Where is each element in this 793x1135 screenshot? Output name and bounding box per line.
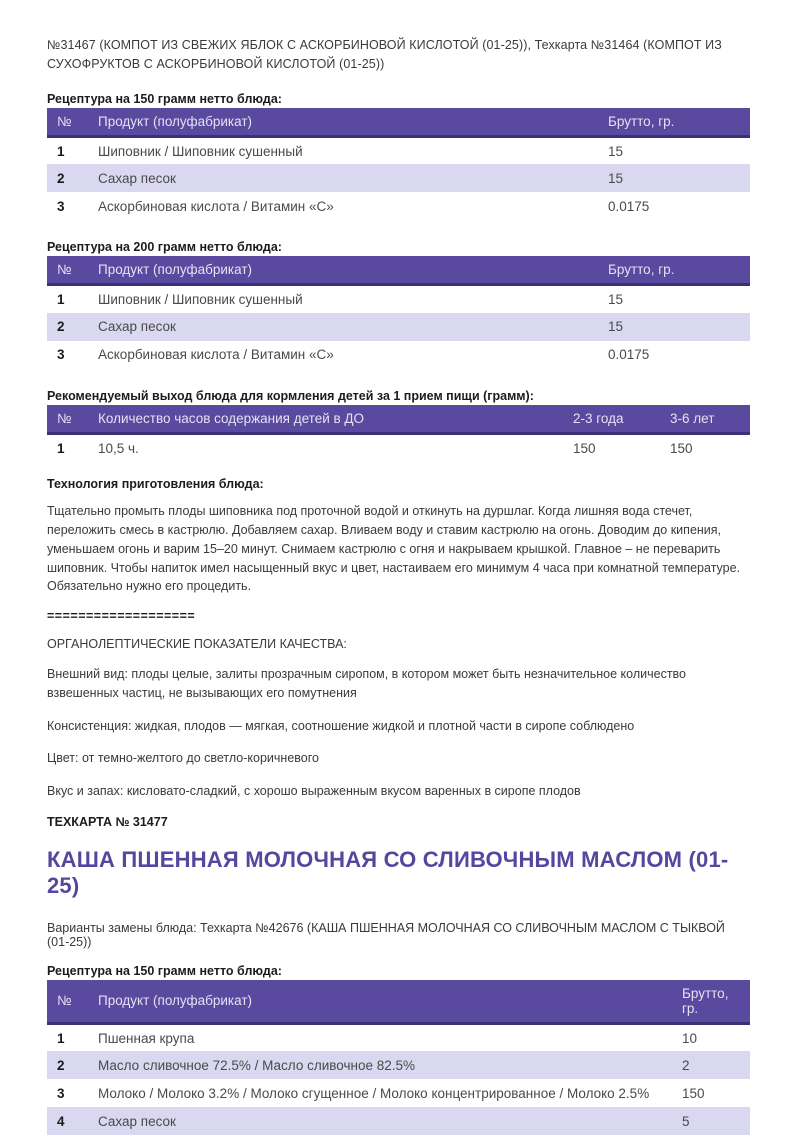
col-header-num: № (47, 405, 88, 434)
cell-num: 1 (57, 292, 65, 307)
col-header-brutto: Брутто, гр. (598, 108, 750, 137)
techcard-number-label: ТЕХКАРТА № 31477 (47, 814, 168, 829)
quality-section (47, 637, 750, 801)
recipe-150-table (47, 108, 750, 221)
technology-text: Тщательно промыть плоды шиповника под проточной водой и откинуть на дуршлаг. Когда лишняя вода стечет, переложить смесь в кастрюлю. Добавляем сахар. Вливаем воду и ставим кастрюлю на огонь. Доводим до кипения, уменьшаем огонь и варим 15–20 минут. Снимаем кастрюлю с огня и накрываем крышкой. Главное – не переварить шиповник. Чтобы напиток имел насыщенный вкус и цвет, настаиваем его минимум 4 часа при комнатной температуре. Обязательно нужно его процедить. (47, 504, 741, 594)
col-header-num: № (47, 980, 88, 1024)
cell-brutto: 0.0175 (608, 198, 650, 214)
cell-brutto: 5 (672, 1107, 750, 1135)
table-row (47, 1051, 750, 1079)
cell-product: Шиповник / Шиповник сушенный (98, 292, 303, 307)
kasha-recipe-caption: Рецептура на 150 грамм нетто блюда: (47, 963, 282, 978)
cell-num: 3 (57, 198, 65, 214)
cell-num: 4 (47, 1107, 88, 1135)
table-row (47, 1079, 750, 1107)
cell-num: 2 (47, 164, 88, 192)
cell-brutto: 2 (672, 1051, 750, 1079)
recipe-150-caption: Рецептура на 150 грамм нетто блюда: (47, 91, 282, 106)
cell-product: Сахар песок (88, 313, 598, 341)
col-header-product: Продукт (полуфабрикат) (88, 108, 598, 137)
kasha-recipe-table (47, 980, 750, 1135)
recipe-200-caption: Рецептура на 200 грамм нетто блюда: (47, 240, 282, 255)
table-header-row (47, 256, 750, 285)
recipe-200-table (47, 256, 750, 369)
col-header-brutto: Брутто, гр. (598, 256, 750, 285)
cell-product: Сахар песок (88, 164, 598, 192)
table-header-row (47, 108, 750, 137)
quality-taste: Вкус и запах: кисловато-сладкий, с хорошо выраженным вкусом варенных в сиропе плодов (47, 784, 581, 798)
col-header-brutto: Брутто, гр. (672, 980, 750, 1024)
table-row (47, 192, 750, 220)
col-header-age-2-3: 2-3 года (563, 405, 660, 434)
quality-consistency: Консистенция: жидкая, плодов — мягкая, соотношение жидкой и плотной части в сиропе соблюдено (47, 718, 635, 733)
cell-hours: 10,5 ч. (98, 440, 139, 456)
table-row (47, 285, 750, 313)
cell-brutto: 10 (682, 1030, 698, 1046)
cell-brutto: 150 (682, 1085, 705, 1101)
cell-brutto: 15 (598, 164, 750, 192)
cell-num: 2 (47, 313, 88, 341)
col-header-product: Продукт (полуфабрикат) (88, 256, 598, 285)
section-separator: =================== (47, 609, 196, 623)
cell-age-2-3: 150 (573, 440, 596, 456)
cell-product: Пшенная крупа (98, 1030, 195, 1046)
table-header-row (47, 405, 750, 434)
col-header-product: Продукт (полуфабрикат) (88, 980, 672, 1024)
col-header-num: № (47, 256, 88, 285)
col-header-age-3-6: 3-6 лет (660, 405, 750, 434)
table-row (47, 313, 750, 341)
cell-product: Сахар песок (88, 1107, 672, 1135)
quality-color: Цвет: от темно-желтого до светло-коричневого (47, 751, 319, 766)
cell-brutto: 15 (608, 143, 624, 159)
table-row (47, 1023, 750, 1051)
portions-caption: Рекомендуемый выход блюда для кормления детей за 1 прием пищи (грамм): (47, 388, 534, 403)
cell-num: 2 (47, 1051, 88, 1079)
cell-num: 1 (57, 143, 65, 159)
dish-variants: Варианты замены блюда: Техкарта №42676 (КАША ПШЕННАЯ МОЛОЧНАЯ СО СЛИВОЧНЫМ МАСЛОМ С ТЫКВОЙ (01-25)) (47, 920, 725, 949)
cell-num: 1 (57, 440, 65, 456)
cell-brutto: 0.0175 (608, 347, 650, 363)
technology-section (47, 477, 750, 596)
quality-heading: ОРГАНОЛЕПТИЧЕСКИЕ ПОКАЗАТЕЛИ КАЧЕСТВА: (47, 637, 347, 651)
table-row (47, 341, 750, 369)
cell-num: 3 (57, 1085, 65, 1101)
cell-product: Шиповник / Шиповник сушенный (98, 143, 303, 159)
portions-table (47, 405, 750, 462)
quality-appearance: Внешний вид: плоды целые, залиты прозрачным сиропом, в котором может быть незначительное количество взвешенных частиц, не вызывающих его помутнения (47, 667, 686, 700)
col-header-num: № (47, 108, 88, 137)
cell-brutto: 15 (598, 313, 750, 341)
table-row (47, 136, 750, 164)
cell-age-3-6: 150 (670, 440, 693, 456)
cell-product: Молоко / Молоко 3.2% / Молоко сгущенное / Молоко концентрированное / Молоко 2.5% (98, 1085, 650, 1101)
technology-heading: Технология приготовления блюда: (47, 477, 264, 492)
table-row (47, 164, 750, 192)
table-row (47, 433, 750, 461)
dish-title: КАША ПШЕННАЯ МОЛОЧНАЯ СО СЛИВОЧНЫМ МАСЛОМ (01-25) (47, 846, 729, 898)
cell-product: Аскорбиновая кислота / Витамин «С» (98, 347, 334, 363)
table-header-row (47, 980, 750, 1024)
cell-num: 1 (57, 1030, 65, 1046)
table-row (47, 1107, 750, 1135)
cell-num: 3 (57, 347, 65, 363)
cell-product: Масло сливочное 72.5% / Масло сливочное 82.5% (88, 1051, 672, 1079)
col-header-hours: Количество часов содержания детей в ДО (88, 405, 563, 434)
cell-brutto: 15 (608, 292, 624, 307)
cell-product: Аскорбиновая кислота / Витамин «С» (98, 198, 334, 214)
intro-reference-text: №31467 (КОМПОТ ИЗ СВЕЖИХ ЯБЛОК С АСКОРБИНОВОЙ КИСЛОТОЙ (01-25)), Техкарта №31464 (КОМПОТ ИЗ СУХОФРУКТОВ С АСКОРБИНОВОЙ КИСЛОТОЙ (01-25)) (47, 38, 722, 72)
